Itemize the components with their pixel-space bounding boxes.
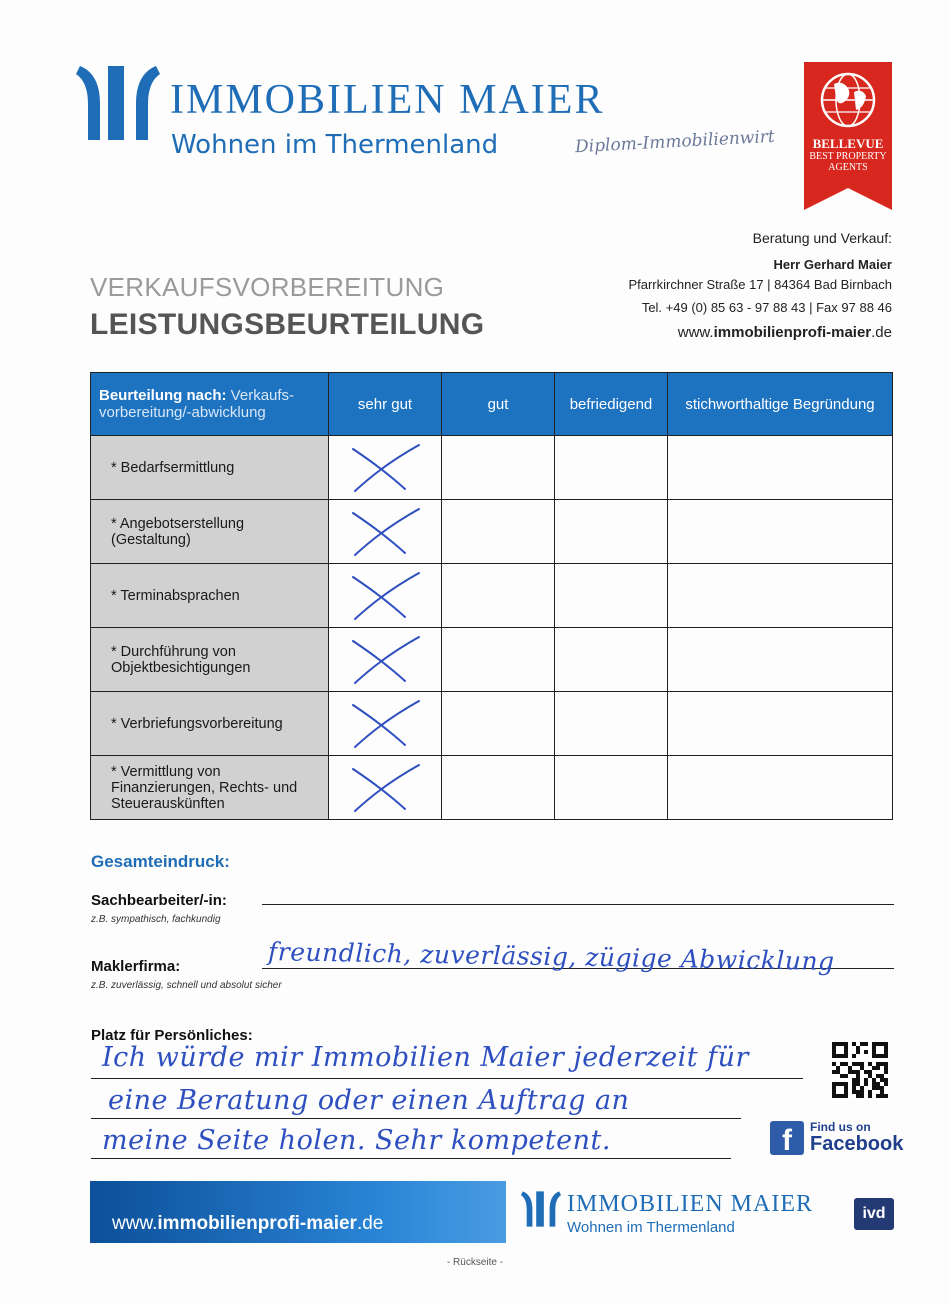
brand-name: IMMOBILIEN MAIER — [170, 77, 605, 123]
check-cross-mark — [343, 567, 427, 625]
contact-name: Herr Gerhard Maier — [773, 257, 892, 272]
check-cross-mark — [343, 631, 427, 689]
rating-table — [90, 372, 892, 827]
table-row — [91, 692, 893, 756]
ivd-logo: ivd — [854, 1198, 894, 1230]
rating-cell-befriedigend[interactable] — [555, 500, 668, 564]
rating-cell-sehr-gut[interactable] — [329, 436, 442, 500]
table-header-criteria: Beurteilung nach: Verkaufs-vorbereitung/-abwicklung — [91, 373, 329, 436]
company-logo-icon — [74, 64, 162, 142]
table-row — [91, 628, 893, 692]
footer-logo-icon — [520, 1188, 562, 1230]
column-header: gut — [442, 373, 555, 436]
personal-text-line[interactable]: Ich würde mir Immobilien Maier jederzeit für — [102, 1042, 749, 1073]
rating-cell-gut[interactable] — [442, 500, 555, 564]
rating-cell-befriedigend[interactable] — [555, 628, 668, 692]
column-header: sehr gut — [329, 373, 442, 436]
brand-tagline: Wohnen im Thermenland — [171, 130, 499, 160]
firm-label: Maklerfirma: — [91, 958, 181, 975]
table-header-row — [91, 373, 893, 436]
check-cross-mark — [343, 759, 427, 817]
footer-brand-name: IMMOBILIEN MAIER — [567, 1191, 813, 1217]
rating-cell-sehr-gut[interactable] — [329, 500, 442, 564]
rating-cell-stichworthaltige-begründung[interactable] — [668, 628, 893, 692]
firm-value[interactable]: freundlich, zuverlässig, zügige Abwicklung — [267, 937, 835, 976]
contact-website[interactable]: www.immobilienprofi-maier.de — [677, 324, 892, 341]
agent-hint: z.B. sympathisch, fachkundig — [91, 914, 221, 925]
rating-cell-stichworthaltige-begründung[interactable] — [668, 692, 893, 756]
rating-cell-befriedigend[interactable] — [555, 756, 668, 820]
rating-cell-sehr-gut[interactable] — [329, 692, 442, 756]
rating-cell-befriedigend[interactable] — [555, 564, 668, 628]
table-row — [91, 500, 893, 564]
table-row — [91, 756, 893, 820]
personal-label: Platz für Persönliches: — [91, 1027, 253, 1044]
column-header: stichworthaltige Begründung — [668, 373, 893, 436]
criterion-cell: * Angebotserstellung (Gestaltung) — [91, 500, 329, 564]
qr-code-icon[interactable] — [832, 1042, 888, 1098]
rating-cell-gut[interactable] — [442, 628, 555, 692]
contact-phone: Tel. +49 (0) 85 63 - 97 88 43 | Fax 97 88 46 — [641, 300, 892, 315]
rating-cell-gut[interactable] — [442, 756, 555, 820]
agent-line — [262, 904, 894, 905]
rating-cell-gut[interactable] — [442, 692, 555, 756]
rating-cell-befriedigend[interactable] — [555, 692, 668, 756]
facebook-find-us: Find us on — [810, 1120, 871, 1134]
criterion-cell: * Terminabsprachen — [91, 564, 329, 628]
criterion-cell: * Durchführung von Objektbesichtigungen — [91, 628, 329, 692]
personal-line — [91, 1158, 731, 1159]
rating-cell-sehr-gut[interactable] — [329, 564, 442, 628]
contact-label: Beratung und Verkauf: — [752, 230, 892, 246]
facebook-link[interactable]: Facebook — [810, 1133, 904, 1155]
rating-cell-stichworthaltige-begründung[interactable] — [668, 436, 893, 500]
column-header: befriedigend — [555, 373, 668, 436]
rating-cell-sehr-gut[interactable] — [329, 628, 442, 692]
rating-cell-stichworthaltige-begründung[interactable] — [668, 564, 893, 628]
rating-cell-befriedigend[interactable] — [555, 436, 668, 500]
check-cross-mark — [343, 503, 427, 561]
criterion-cell: * Vermittlung von Finanzierungen, Rechts- und Steuerauskünften — [91, 756, 329, 820]
footer-website-link[interactable]: www.immobilienprofi-maier.de — [112, 1213, 384, 1234]
badge-subtitle: BEST PROPERTY AGENTS — [809, 151, 887, 173]
contact-address: Pfarrkirchner Straße 17 | 84364 Bad Birnbach — [628, 277, 892, 292]
personal-text-line[interactable]: meine Seite holen. Sehr kompetent. — [102, 1125, 611, 1156]
criterion-cell: * Verbriefungsvorbereitung — [91, 692, 329, 756]
badge-name: BELLEVUE — [812, 136, 884, 151]
handwritten-title: Diplom-Immobilienwirt — [574, 126, 776, 158]
table-row — [91, 436, 893, 500]
personal-line — [91, 1078, 803, 1079]
agent-label: Sachbearbeiter/-in: — [91, 892, 227, 909]
check-cross-mark — [343, 439, 427, 497]
footer-brand-tagline: Wohnen im Thermenland — [567, 1219, 735, 1236]
personal-line — [91, 1118, 741, 1119]
table-row — [91, 564, 893, 628]
rating-cell-gut[interactable] — [442, 436, 555, 500]
rating-cell-stichworthaltige-begründung[interactable] — [668, 500, 893, 564]
page-subtitle: VERKAUFSVORBEREITUNG — [90, 272, 445, 302]
page-note: - Rückseite - — [446, 1257, 504, 1268]
rating-cell-sehr-gut[interactable] — [329, 756, 442, 820]
check-cross-mark — [343, 695, 427, 753]
page-title: LEISTUNGSBEURTEILUNG — [90, 308, 485, 341]
rating-cell-stichworthaltige-begründung[interactable] — [668, 756, 893, 820]
firm-hint: z.B. zuverlässig, schnell und absolut sicher — [91, 980, 282, 991]
overall-heading: Gesamteindruck: — [91, 852, 230, 871]
criterion-cell: * Bedarfsermittlung — [91, 436, 329, 500]
personal-text-line[interactable]: eine Beratung oder einen Auftrag an — [108, 1085, 630, 1116]
rating-cell-gut[interactable] — [442, 564, 555, 628]
facebook-icon[interactable]: f — [770, 1121, 804, 1155]
